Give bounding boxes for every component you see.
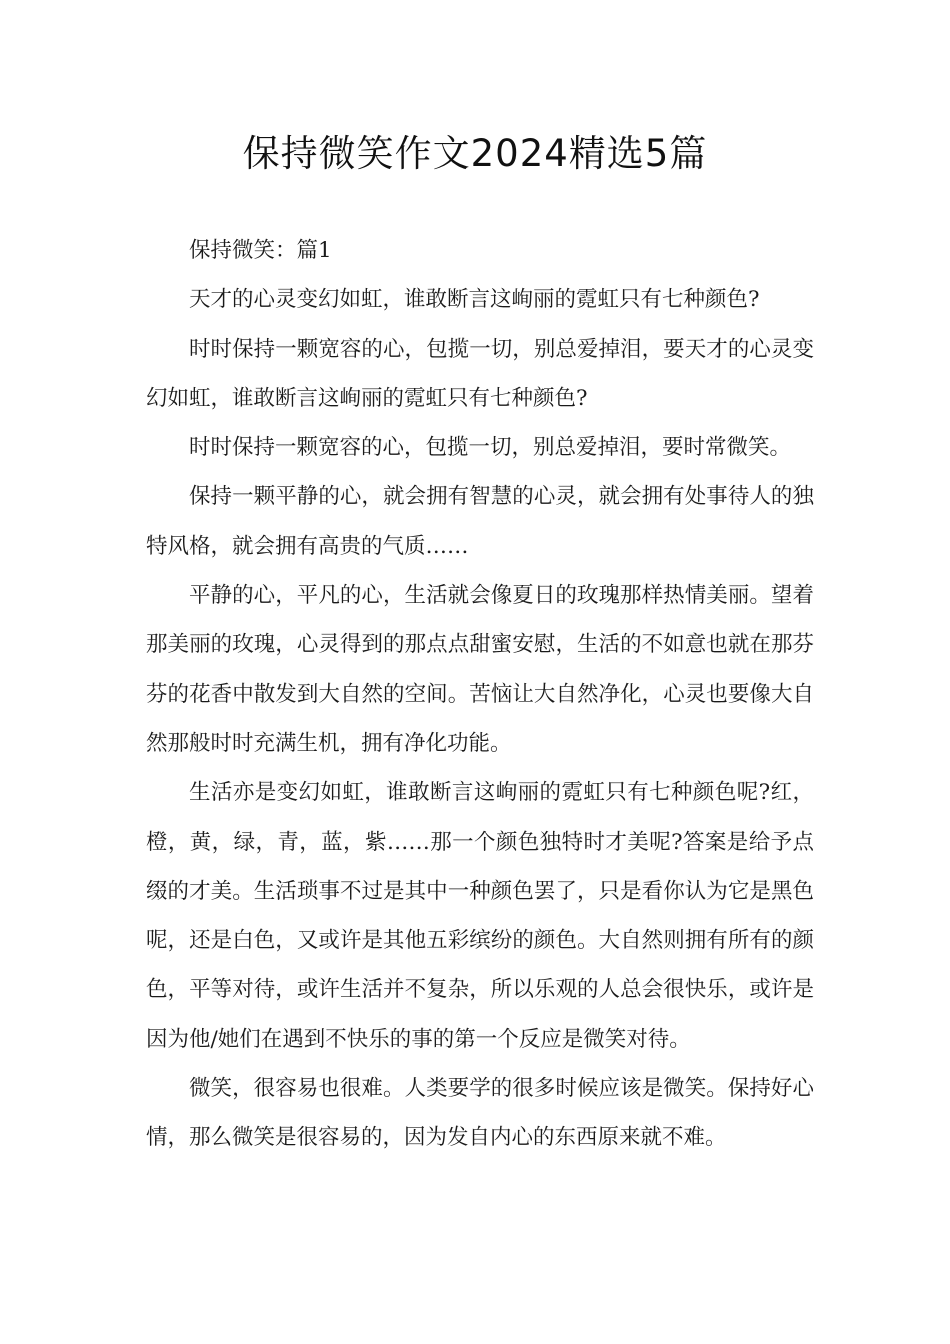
paragraph: 时时保持一颗宽容的心，包揽一切，别总爱掉泪，要时常微笑。 — [189, 435, 792, 461]
paragraph: 生活亦是变幻如虹，谁敢断言这峋丽的霓虹只有七种颜色呢?红，橙，黄，绿，青，蓝，紫……那一个颜色独特时才美呢?答案是给予点缀的才美。生活琐事不过是其中一种颜色罢了，只是看你认为它是黑色呢，还是白色，又或许是其他五彩缤纷的颜色。大自然则拥有所有的颜色，平等对待，或许生活并不复杂，所以乐观的人总会很快乐，或许是因为他/她们在遇到不快乐的事的第一个反应是微笑对待。 — [146, 780, 814, 1052]
document-body — [146, 226, 814, 1163]
paragraph: 时时保持一颗宽容的心，包揽一切，别总爱掉泪，要天才的心灵变幻如虹，谁敢断言这峋丽的霓虹只有七种颜色? — [146, 336, 814, 411]
paragraph: 平静的心，平凡的心，生活就会像夏日的玫瑰那样热情美丽。望着那美丽的玫瑰，心灵得到的那点点甜蜜安慰，生活的不如意也就在那芬芬的花香中散发到大自然的空间。苦恼让大自然净化，心灵也要像大自然那般时时充满生机，拥有净化功能。 — [146, 583, 814, 756]
document-title: 保持微笑作文2024精选5篇 — [242, 132, 708, 175]
paragraph: 保持一颗平静的心，就会拥有智慧的心灵，就会拥有处事待人的独特风格，就会拥有高贵的气质…… — [146, 484, 814, 559]
paragraph: 天才的心灵变幻如虹，谁敢断言这峋丽的霓虹只有七种颜色? — [189, 287, 760, 313]
paragraph: 微笑，很容易也很难。人类要学的很多时候应该是微笑。保持好心情，那么微笑是很容易的，因为发自内心的东西原来就不难。 — [146, 1076, 814, 1151]
paragraph-section-heading: 保持微笑：篇1 — [189, 238, 332, 263]
